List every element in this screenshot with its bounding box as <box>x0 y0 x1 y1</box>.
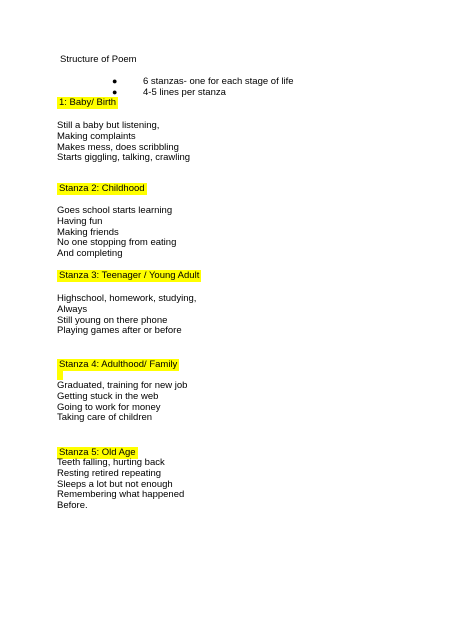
stanza-heading: Stanza 2: Childhood <box>59 183 145 194</box>
stanza-line: Having fun <box>57 215 103 227</box>
stanza-line: Teeth falling, hurting back <box>57 457 165 468</box>
stanza-line: Starts giggling, talking, crawling <box>57 152 191 164</box>
stanza-lines <box>57 121 190 164</box>
stanza-heading: Stanza 4: Adulthood/ Family <box>59 359 178 370</box>
stanza-line: Getting stuck in the web <box>57 390 159 402</box>
stanza-line: Still young on there phone <box>57 314 168 326</box>
bullet-text: 4-5 lines per stanza <box>143 87 226 98</box>
stanza-line: Going to work for money <box>57 401 161 413</box>
stanza-lines <box>57 458 184 512</box>
bullet-item <box>112 76 294 87</box>
stanza-lines <box>57 206 176 260</box>
stanza-line: Before. <box>57 500 88 512</box>
stanza-line: Makes mess, does scribbling <box>57 141 179 153</box>
stanza-line: Resting retired repeating <box>57 467 162 479</box>
stanza-line: No one stopping from eating <box>57 237 177 249</box>
stanza-line: And completing <box>57 248 123 260</box>
stanza-line: Remembering what happened <box>57 489 185 501</box>
bullet-icon: ● <box>112 87 118 97</box>
stanza-lines <box>57 294 196 337</box>
stanza-line: Taking care of children <box>57 412 153 424</box>
stanza-heading: 1: Baby/ Birth <box>59 97 117 108</box>
stanza-heading: Stanza 3: Teenager / Young Adult <box>59 270 200 281</box>
stanza-line: Graduated, training for new job <box>57 380 188 391</box>
page-title: Structure of Poem <box>60 54 137 65</box>
highlight-mark <box>57 371 63 380</box>
bullet-text: 6 stanzas- one for each stage of life <box>143 76 294 87</box>
stanza-line: Playing games after or before <box>57 325 182 337</box>
stanza-line: Always <box>57 303 88 315</box>
stanza-lines <box>57 381 187 424</box>
stanza-line: Highschool, homework, studying, <box>57 293 197 304</box>
stanza-line: Making complaints <box>57 130 136 142</box>
stanza-line: Sleeps a lot but not enough <box>57 478 173 490</box>
stanza-line: Goes school starts learning <box>57 205 173 216</box>
bullet-item <box>112 87 294 98</box>
stanza-heading: Stanza 5: Old Age <box>59 447 136 458</box>
bullet-list <box>112 76 294 98</box>
stanza-line: Still a baby but listening, <box>57 120 160 131</box>
bullet-icon: ● <box>112 76 118 86</box>
stanza-line: Making friends <box>57 226 119 238</box>
